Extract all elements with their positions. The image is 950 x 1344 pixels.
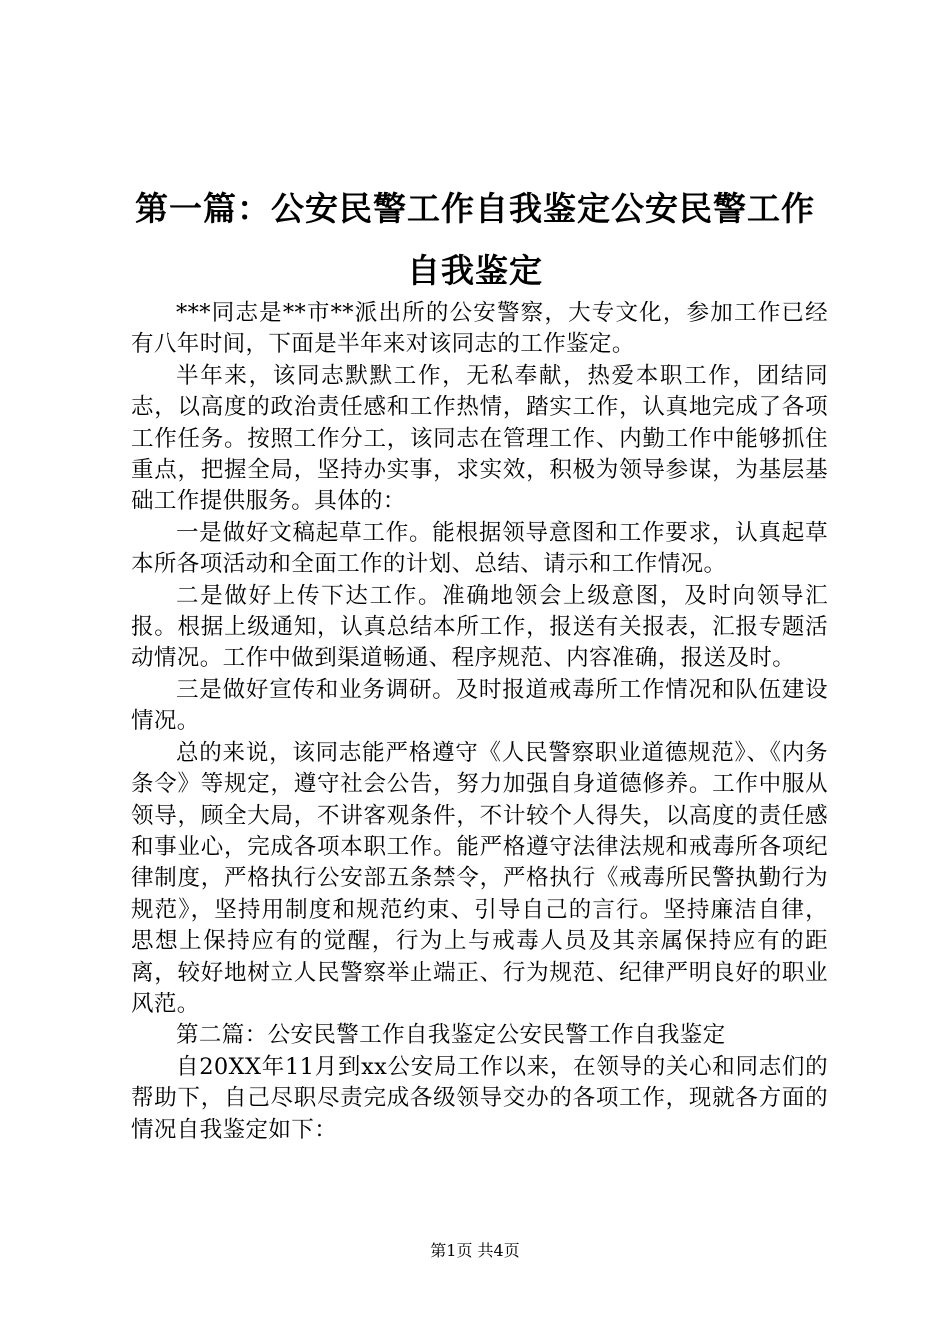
page-footer: 第1页 共4页 — [430, 1241, 520, 1260]
document-body — [131, 298, 828, 1146]
paragraph: 总的来说，该同志能严格遵守《人民警察职业道德规范》、《内务条令》等规定，遵守社会公告，努力加强自身道德修养。工作中服从领导，顾全大局，不讲客观条件，不计较个人得失，以高度的责任感和事业心，完成各项本职工作。能严格遵守法律法规和戒毒所各项纪律制度，严格执行公安部五条禁令，严格执行《戒毒所民警执勤行为规范》，坚持用制度和规范约束、引导自己的言行。坚持廉洁自律，思想上保持应有的觉醒，行为上与戒毒人员及其亲属保持应有的距离，较好地树立人民警察举止端正、行为规范、纪律严明良好的职业风范。 — [131, 739, 828, 1017]
paragraph: 二是做好上传下达工作。准确地领会上级意图，及时向领导汇报。根据上级通知，认真总结本所工作，报送有关报表，汇报专题活动情况。工作中做到渠道畅通、程序规范、内容准确，报送及时。 — [131, 582, 828, 672]
paragraph: 半年来，该同志默默工作，无私奉献，热爱本职工作，团结同志，以高度的政治责任感和工作热情，踏实工作，认真地完成了各项工作任务。按照工作分工，该同志在管理工作、内勤工作中能够抓住重点，把握全局，坚持办实事，求实效，积极为领导参谋，为基层基础工作提供服务。具体的： — [131, 362, 828, 515]
document-title: 第一篇：公安民警工作自我鉴定公安民警工作自我鉴定 — [135, 189, 815, 290]
section-heading: 第二篇：公安民警工作自我鉴定公安民警工作自我鉴定 — [176, 1022, 726, 1049]
paragraph: 一是做好文稿起草工作。能根据领导意图和工作要求，认真起草本所各项活动和全面工作的计划、总结、请示和工作情况。 — [131, 519, 828, 578]
paragraph: 三是做好宣传和业务调研。及时报道戒毒所工作情况和队伍建设情况。 — [131, 676, 828, 735]
paragraph: 自20XX年11月到xx公安局工作以来，在领导的关心和同志们的帮助下，自己尽职尽责完成各级领导交办的各项工作，现就各方面的情况自我鉴定如下： — [131, 1053, 828, 1143]
paragraph: ***同志是**市**派出所的公安警察，大专文化，参加工作已经有八年时间，下面是半年来对该同志的工作鉴定。 — [131, 300, 828, 358]
